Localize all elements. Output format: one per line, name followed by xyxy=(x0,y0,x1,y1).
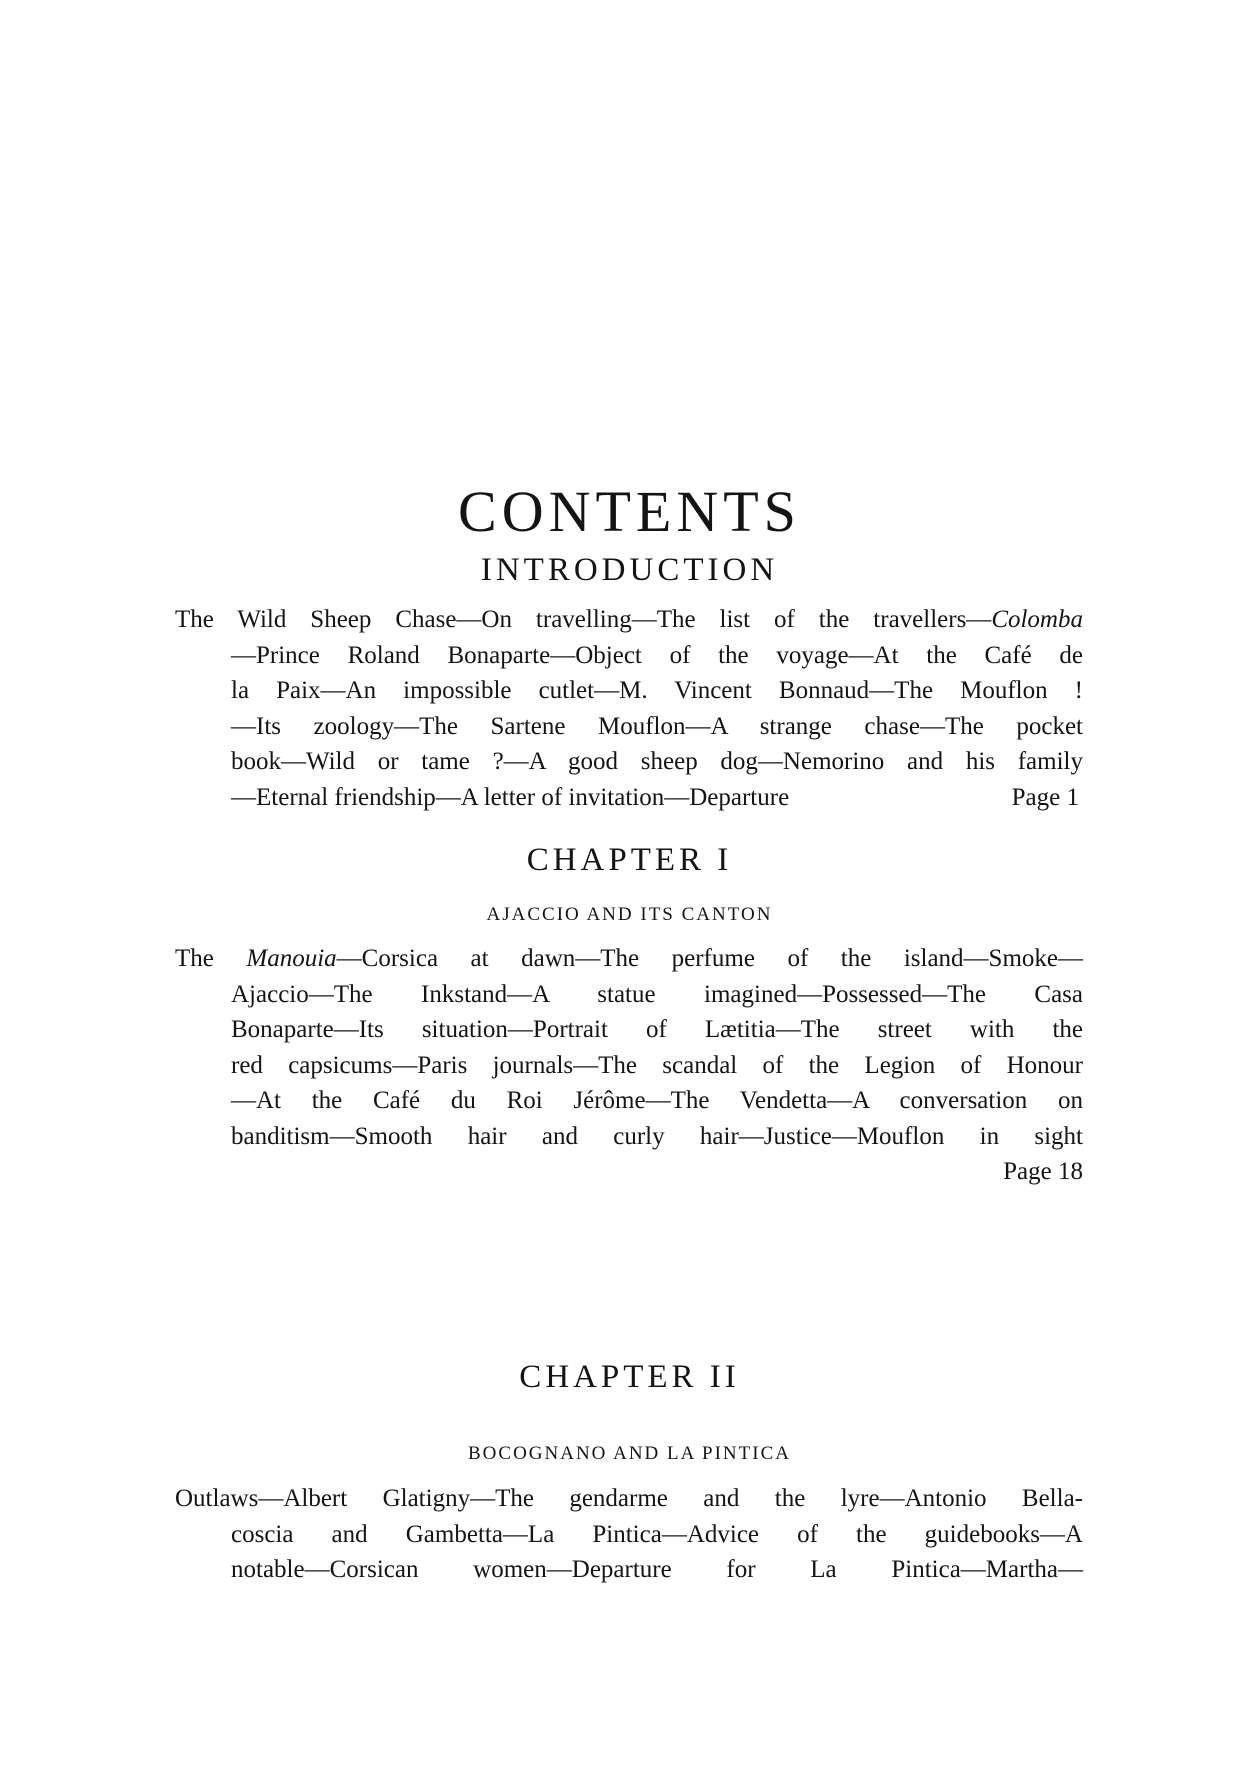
chapter-1-heading: CHAPTER I xyxy=(526,842,733,878)
introduction-heading: INTRODUCTION xyxy=(480,552,779,588)
ch1-line-2: Ajaccio—The Inkstand—A statue imagined—Possessed—The Casa xyxy=(231,980,1083,1008)
chapter-2-heading: CHAPTER II xyxy=(519,1359,740,1395)
intro-line-1: The Wild Sheep Chase—On travelling—The list of the travellers—Colomba xyxy=(175,606,1083,633)
ch1-line-1: The Manouia—Corsica at dawn—The perfume of the island—Smoke— xyxy=(175,945,1083,972)
ch1-line-6: banditism—Smooth hair and curly hair—Justice—Mouflon in sight xyxy=(231,1122,1083,1150)
ch1-line-4: red capsicums—Paris journals—The scandal of the Legion of Honour xyxy=(231,1051,1083,1079)
ch2-line-3: notable—Corsican women—Departure for La Pintica—Martha— xyxy=(231,1556,1083,1583)
chapter-1-subheading: AJACCIO AND ITS CANTON xyxy=(486,904,773,925)
intro-line-6-text: —Eternal friendship—A letter of invitation—Departure xyxy=(231,783,790,811)
introduction-page-ref: Page 1 xyxy=(1011,783,1079,811)
introduction-entry xyxy=(175,602,1083,815)
ch2-line-1: Outlaws—Albert Glatigny—The gendarme and the lyre—Antonio Bella- xyxy=(175,1485,1083,1512)
intro-line-2: —Prince Roland Bonaparte—Object of the voyage—At the Café de xyxy=(231,641,1083,669)
ch1-line-5: —At the Café du Roi Jérôme—The Vendetta—A conversation on xyxy=(231,1087,1083,1114)
chapter-2-subheading: BOCOGNANO AND LA PINTICA xyxy=(468,1443,791,1464)
intro-line-6 xyxy=(175,780,1079,816)
intro-line-5: book—Wild or tame ?—A good sheep dog—Nemorino and his family xyxy=(231,748,1083,775)
chapter-2-entry xyxy=(175,1481,1083,1588)
ch2-line-2: coscia and Gambetta—La Pintica—Advice of the guidebooks—A xyxy=(231,1520,1083,1548)
intro-line-3: la Paix—An impossible cutlet—M. Vincent Bonnaud—The Mouflon ! xyxy=(231,677,1083,704)
chapter-1-entry xyxy=(175,941,1083,1190)
ch1-line-3: Bonaparte—Its situation—Portrait of Lætitia—The street with the xyxy=(231,1016,1083,1043)
chapter-1-page-ref: Page 18 xyxy=(1003,1158,1083,1185)
contents-title: CONTENTS xyxy=(458,479,801,544)
intro-line-4: —Its zoology—The Sartene Mouflon—A strange chase—The pocket xyxy=(231,712,1083,740)
